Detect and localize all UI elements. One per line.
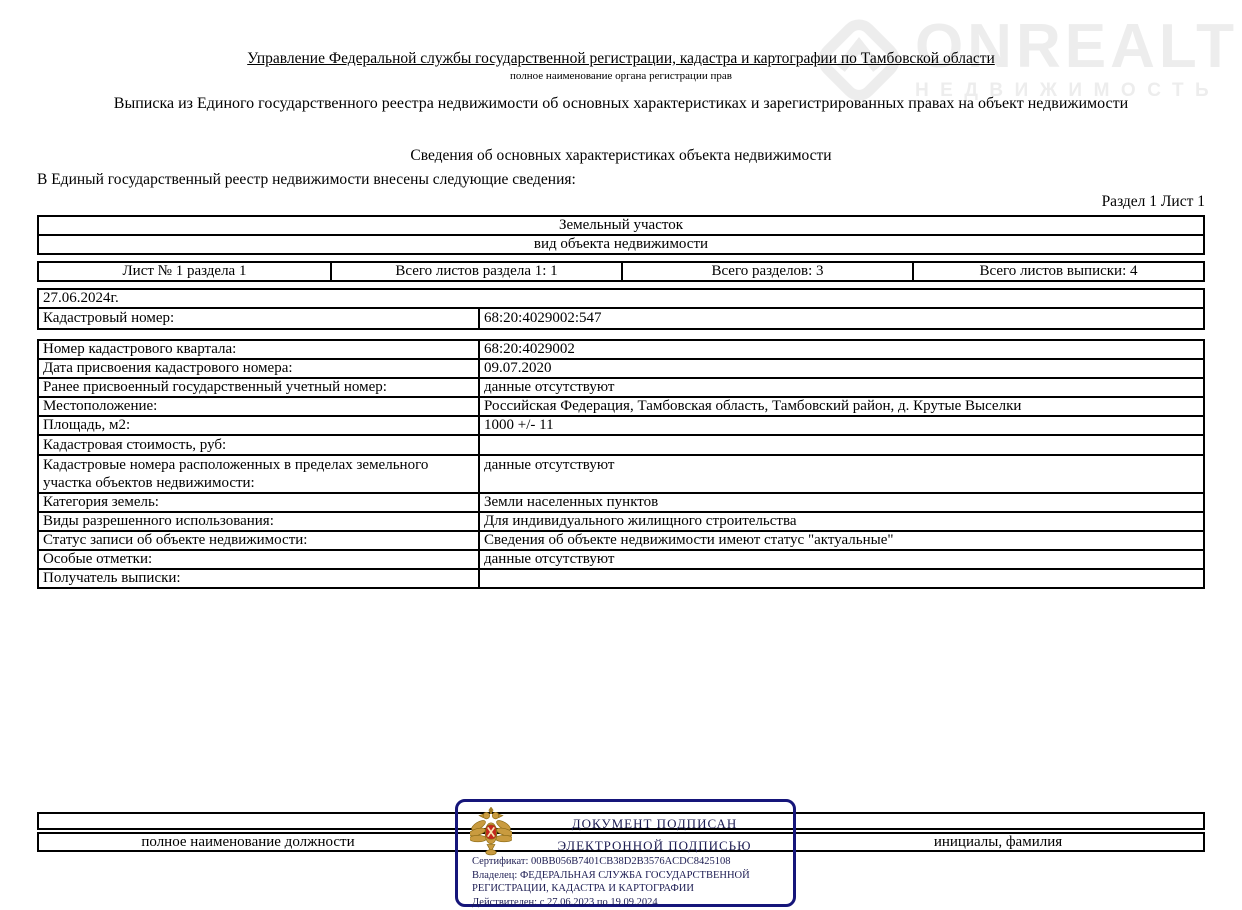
stamp-title-line2: ЭЛЕКТРОННОЙ ПОДПИСЬЮ [557, 838, 752, 853]
row-label-cell: Ранее присвоенный государственный учетный номер: [39, 379, 480, 396]
object-type-table [37, 215, 1205, 255]
authority-caption: полное наименование органа регистрации прав [510, 70, 732, 82]
section-title: Сведения об основных характеристиках объекта недвижимости [410, 147, 832, 164]
row-value-cell: Сведения об объекте недвижимости имеют статус "актуальные" [484, 532, 894, 548]
row-value-cell [480, 570, 1203, 587]
table-row [39, 263, 1203, 280]
sheet-info-table [37, 261, 1205, 282]
stamp-validity: Действителен: с 27.06.2023 по 19.09.2024 [472, 896, 658, 908]
row-value-cell: Российская Федерация, Тамбовская область, Тамбовский район, д. Крутые Выселки [484, 398, 1022, 414]
row-label-cell: Номер кадастрового квартала: [39, 341, 480, 358]
name-caption: инициалы, фамилия [933, 834, 1063, 850]
stamp-title-line1: ДОКУМЕНТ ПОДПИСАН [571, 816, 738, 831]
stamp-owner-line1: Владелец: ФЕДЕРАЛЬНАЯ СЛУЖБА ГОСУДАРСТВЕННОЙ [472, 869, 750, 881]
section-sheet-label: Раздел 1 Лист 1 [1101, 193, 1205, 210]
table-row [39, 415, 1203, 434]
stamp-owner-line2: РЕГИСТРАЦИИ, КАДАСТРА И КАРТОГРАФИИ [472, 883, 694, 894]
date-row [39, 290, 1203, 307]
row-label-cell: Особые отметки: [39, 551, 480, 568]
table-row [39, 454, 1203, 492]
row-value-cell [480, 436, 1203, 454]
intro-line: В Единый государственный реестр недвижимости внесены следующие сведения: [37, 171, 576, 188]
cadastral-number-table [37, 288, 1205, 330]
table-row [39, 530, 1203, 549]
table-row [39, 396, 1203, 415]
sheet-info-cell: Всего листов раздела 1: 1 [330, 263, 621, 280]
authority-title: Управление Федеральной службы государственной регистрации, кадастра и картографии по Тамбовской области [247, 50, 995, 67]
table-row [39, 549, 1203, 568]
table-row [39, 234, 1203, 253]
sheet-info-cell: Всего листов выписки: 4 [912, 263, 1203, 280]
watermark-subtitle: НЕДВИЖИМОСТЬ [914, 80, 1221, 101]
row-label-cell: Кадастровый номер: [39, 309, 480, 328]
row-label-cell: Местоположение: [39, 398, 480, 415]
row-label-cell: Дата присвоения кадастрового номера: [39, 360, 480, 377]
table-row [39, 511, 1203, 530]
details-table [37, 339, 1205, 589]
row-value-cell: Для индивидуального жилищного строительства [484, 513, 797, 529]
row-value-cell: Земли населенных пунктов [484, 494, 659, 510]
watermark-brand: ONREALT [914, 12, 1238, 81]
table-row [39, 307, 1203, 328]
double-headed-eagle-icon [470, 807, 512, 857]
row-label-cell: Кадастровые номера расположенных в пределах земельного участка объектов недвижимости: [39, 456, 480, 492]
table-row [39, 341, 1203, 358]
table-row [39, 492, 1203, 511]
row-label-cell: Категория земель: [39, 494, 480, 511]
stamp-certificate: Сертификат: 00BB056B7401CB38D2B3576ACDC8425108 [472, 856, 731, 867]
row-label-cell: Площадь, м2: [39, 417, 480, 434]
table-row [39, 377, 1203, 396]
row-label-cell: Виды разрешенного использования: [39, 513, 480, 530]
sheet-info-cell: Лист № 1 раздела 1 [122, 263, 247, 279]
row-value-cell: данные отсутствуют [484, 457, 615, 473]
table-row [39, 358, 1203, 377]
object-type-caption: вид объекта недвижимости [533, 236, 709, 252]
table-row [39, 568, 1203, 587]
row-value-cell: данные отсутствуют [484, 379, 615, 395]
electronic-signature-stamp [455, 799, 796, 907]
row-value-cell: 09.07.2020 [484, 360, 552, 376]
sheet-info-cell: Всего разделов: 3 [621, 263, 912, 280]
row-label-cell: Кадастровая стоимость, руб: [39, 436, 480, 454]
row-label-cell: Статус записи об объекте недвижимости: [39, 532, 480, 549]
document-title: Выписка из Единого государственного реестра недвижимости об основных характеристиках и зарегистрированных правах на объект недвижимости [113, 95, 1129, 112]
table-row [39, 217, 1203, 234]
object-type-value: Земельный участок [558, 217, 684, 233]
row-value-cell: 1000 +/- 11 [484, 417, 554, 433]
row-value-cell: 68:20:4029002 [484, 341, 575, 357]
position-caption: полное наименование должности [141, 834, 355, 850]
row-value-cell: данные отсутствуют [484, 551, 615, 567]
extract-date: 27.06.2024г. [43, 290, 119, 306]
table-row [39, 434, 1203, 454]
stamp-details [472, 855, 787, 909]
row-value-cell: 68:20:4029002:547 [484, 310, 602, 326]
row-label-cell: Получатель выписки: [39, 570, 480, 587]
